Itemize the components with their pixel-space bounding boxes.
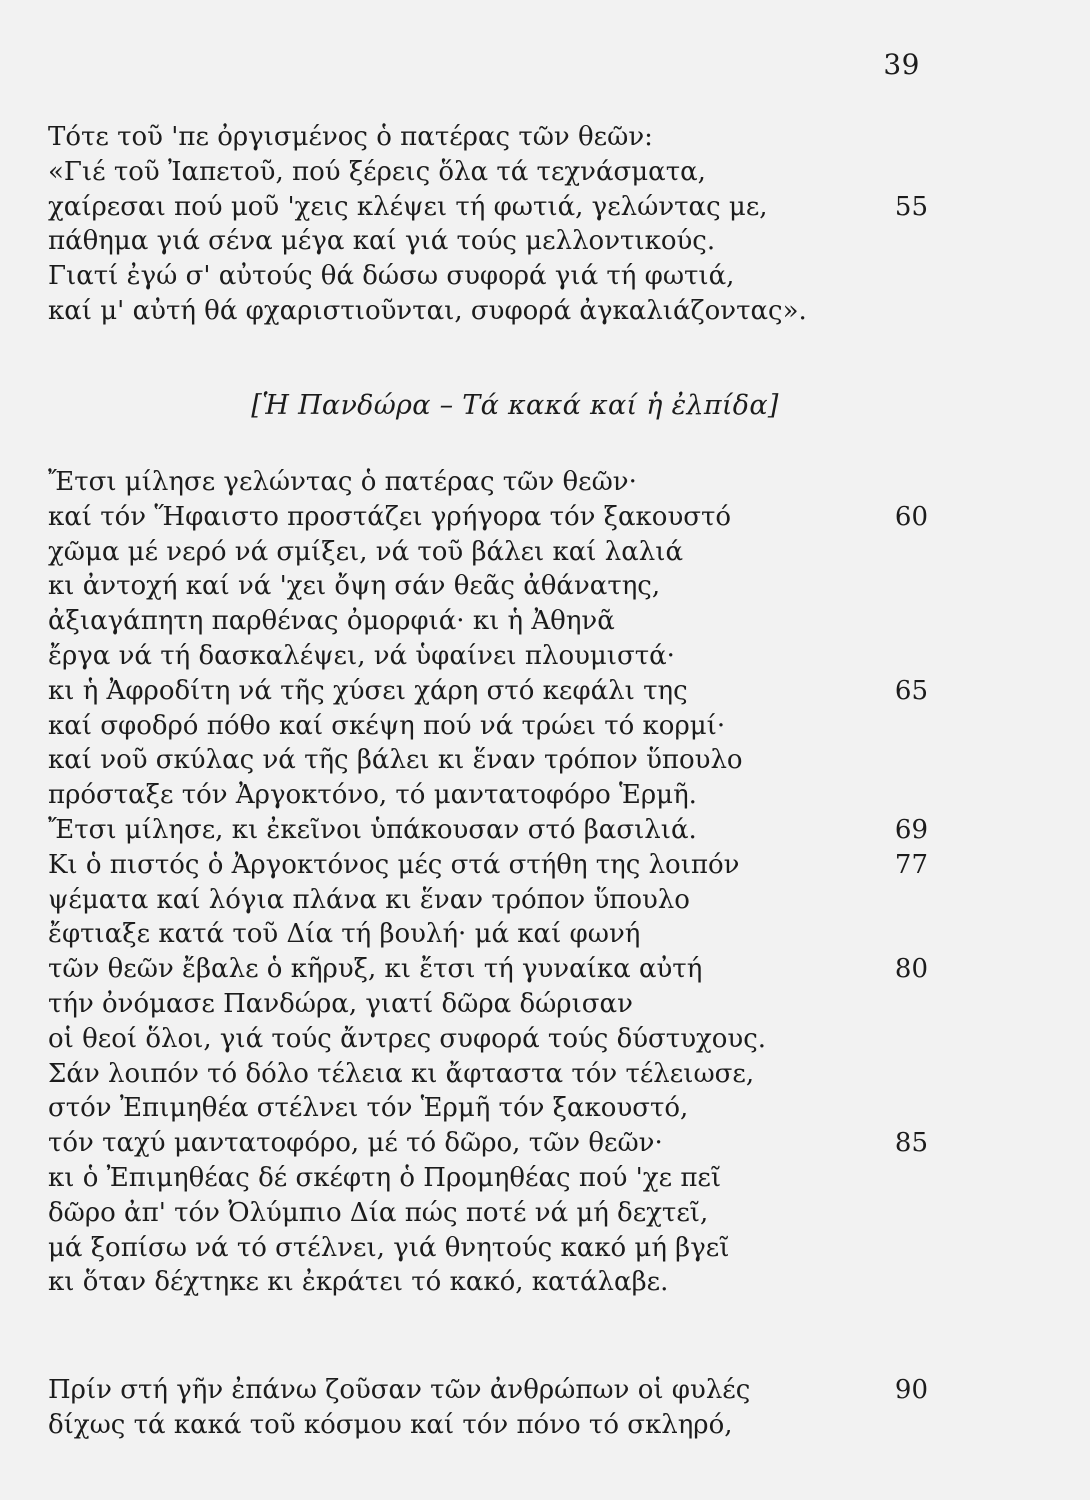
- stanza-3: [48, 1373, 928, 1443]
- verse-line: [48, 1265, 928, 1300]
- section-heading: [0, 390, 1090, 421]
- verse-line: [48, 569, 928, 604]
- line-number: 55: [894, 191, 928, 222]
- verse-text: καί τόν Ἥφαιστο προστάζει γρήγορα τόν ξακουστό: [48, 501, 732, 532]
- line-number: 85: [894, 1128, 928, 1159]
- line-number: 60: [894, 501, 928, 532]
- verse-line: [48, 848, 928, 883]
- verse-line: [48, 778, 928, 813]
- verse-text: Σάν λοιπόν τό δόλο τέλεια κι ἄφταστα τόν τέλειωσε,: [48, 1058, 755, 1089]
- verse-line: [48, 883, 928, 918]
- verse-line: [48, 1196, 928, 1231]
- verse-line: [48, 952, 928, 987]
- verse-text: ψέματα καί λόγια πλάνα κι ἕναν τρόπον ὕπουλο: [48, 884, 690, 915]
- verse-text: κι ὅταν δέχτηκε κι ἐκράτει τό κακό, κατάλαβε.: [48, 1267, 669, 1298]
- verse-line: [48, 1091, 928, 1126]
- stanza-2: [48, 465, 928, 1300]
- verse-line: [48, 1408, 928, 1443]
- verse-text: κι ἡ Ἀφροδίτη νά τῆς χύσει χάρη στό κεφάλι της: [48, 675, 688, 706]
- verse-line: [48, 674, 928, 709]
- verse-line: [48, 987, 928, 1022]
- verse-text: πάθημα γιά σένα μέγα καί γιά τούς μελλοντικούς.: [48, 226, 716, 257]
- verse-text: καί νοῦ σκύλας νά τῆς βάλει κι ἕναν τρόπον ὕπουλο: [48, 745, 743, 776]
- verse-text: ἀξιαγάπητη παρθένας ὀμορφιά· κι ἡ Ἀθηνᾶ: [48, 606, 615, 637]
- verse-line: [48, 813, 928, 848]
- verse-text: Κι ὁ πιστός ὁ Ἀργοκτόνος μές στά στήθη της λοιπόν: [48, 849, 740, 880]
- verse-line: [48, 1057, 928, 1092]
- verse-line: [48, 1161, 928, 1196]
- verse-text: Πρίν στή γῆν ἐπάνω ζοῦσαν τῶν ἀνθρώπων οἱ φυλές: [48, 1375, 751, 1405]
- verse-text: «Γιέ τοῦ Ἰαπετοῦ, πού ξέρεις ὅλα τά τεχνάσματα,: [48, 156, 706, 187]
- verse-text: δίχως τά κακά τοῦ κόσμου καί τόν πόνο τό σκληρό,: [48, 1409, 733, 1440]
- verse-text: Γιατί ἐγώ σ' αὐτούς θά δώσω συφορά γιά τή φωτιά,: [48, 261, 735, 292]
- verse-line: [48, 1231, 928, 1266]
- verse-line: [48, 224, 928, 259]
- line-number: 65: [894, 675, 928, 706]
- verse-line: [48, 120, 928, 155]
- verse-line: [48, 1126, 928, 1161]
- verse-text: Ἔτσι μίλησε γελώντας ὁ πατέρας τῶν θεῶν·: [48, 467, 637, 497]
- line-number: 80: [894, 954, 928, 985]
- verse-text: πρόσταξε τόν Ἀργοκτόνο, τό μαντατοφόρο Ἑρμῆ.: [48, 780, 697, 811]
- line-number: 69: [894, 814, 928, 845]
- verse-line: [48, 604, 928, 639]
- verse-line: [48, 535, 928, 570]
- verse-text: τήν ὀνόμασε Πανδώρα, γιατί δῶρα δώρισαν: [48, 988, 633, 1019]
- verse-text: χαίρεσαι πού μοῦ 'χεις κλέψει τή φωτιά, γελώντας με,: [48, 191, 768, 222]
- verse-text: τῶν θεῶν ἔβαλε ὁ κῆρυξ, κι ἔτσι τή γυναίκα αὐτή: [48, 954, 703, 985]
- verse-line: [48, 500, 928, 535]
- verse-text: κι ἀντοχή καί νά 'χει ὄψη σάν θεᾶς ἀθάνατης,: [48, 571, 661, 602]
- verse-text: ἔφτιαξε κατά τοῦ Δία τή βουλή· μά καί φωνή: [48, 919, 641, 950]
- verse-line: [48, 259, 928, 294]
- verse-text: χῶμα μέ νερό νά σμίξει, νά τοῦ βάλει καί λαλιά: [48, 536, 684, 567]
- section-heading-text: [Ἡ Πανδώρα – Τά κακά καί ἡ ἐλπίδα]: [251, 390, 779, 421]
- page-number: 39: [883, 48, 920, 81]
- verse-line: [48, 294, 928, 329]
- verse-line: [48, 190, 928, 225]
- verse-line: [48, 1022, 928, 1057]
- verse-text: καί σφοδρό πόθο καί σκέψη πού νά τρώει τό κορμί·: [48, 710, 726, 741]
- verse-text: ἔργα νά τή δασκαλέψει, νά ὑφαίνει πλουμιστά·: [48, 640, 675, 671]
- verse-text: δῶρο ἀπ' τόν Ὀλύμπιο Δία πώς ποτέ νά μή δεχτεῖ,: [48, 1197, 709, 1228]
- verse-line: [48, 743, 928, 778]
- verse-line: [48, 1373, 928, 1408]
- verse-line: [48, 155, 928, 190]
- verse-text: τόν ταχύ μαντατοφόρο, μέ τό δῶρο, τῶν θεῶν·: [48, 1128, 663, 1159]
- verse-text: οἱ θεοί ὅλοι, γιά τούς ἄντρες συφορά τούς δύστυχους.: [48, 1023, 767, 1054]
- verse-line: [48, 709, 928, 744]
- line-number: 77: [894, 849, 928, 880]
- verse-text: στόν Ἐπιμηθέα στέλνει τόν Ἑρμῆ τόν ξακουστό,: [48, 1093, 689, 1124]
- verse-text: μά ξοπίσω νά τό στέλνει, γιά θνητούς κακό μή βγεῖ: [48, 1232, 730, 1263]
- stanza-1: [48, 120, 928, 329]
- verse-text: Τότε τοῦ 'πε ὀργισμένος ὁ πατέρας τῶν θεῶν:: [48, 122, 653, 152]
- verse-text: Ἔτσι μίλησε, κι ἐκεῖνοι ὑπάκουσαν στό βασιλιά.: [48, 814, 697, 845]
- verse-line: [48, 465, 928, 500]
- verse-line: [48, 639, 928, 674]
- verse-text: καί μ' αὐτή θά φχαριστιοῦνται, συφορά ἀγκαλιάζοντας».: [48, 295, 807, 326]
- line-number: 90: [894, 1375, 928, 1405]
- verse-text: κι ὁ Ἐπιμηθέας δέ σκέφτη ὁ Προμηθέας πού 'χε πεῖ: [48, 1162, 722, 1193]
- verse-line: [48, 917, 928, 952]
